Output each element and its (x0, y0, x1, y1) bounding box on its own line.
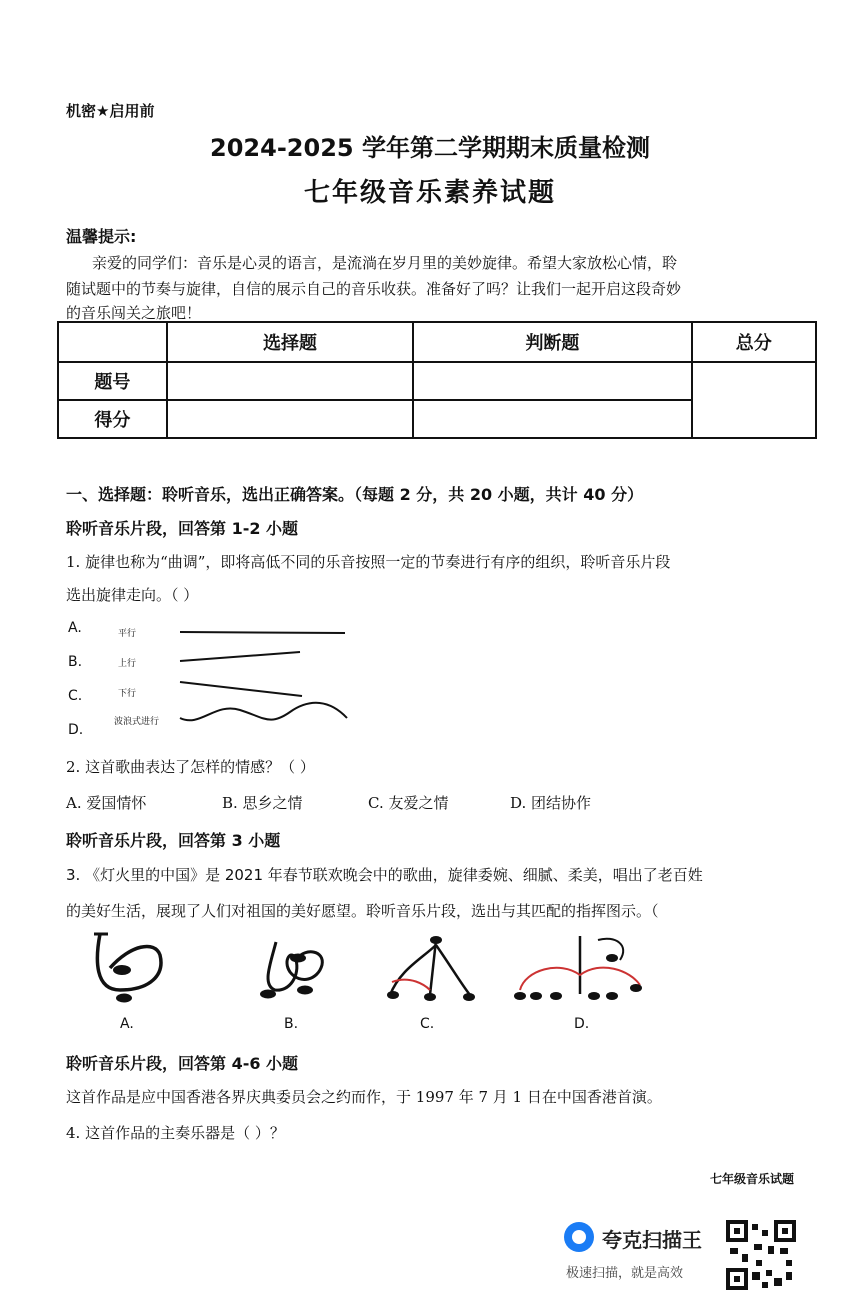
q4-text: 4. 这首作品的主奏乐器是（ ）？ (66, 1124, 285, 1142)
conducting-diagram-b (260, 942, 322, 999)
tips-line-3: 的音乐闯关之旅吧！ (66, 304, 202, 322)
q1-text-line-1: 1. 旋律也称为“曲调”，即将高低不同的乐音按照一定的节奏进行有序的组织，聆听音乐片段 (66, 553, 671, 571)
tips-line-2: 随试题中的节奏与旋律，自信的展示自己的音乐收获。准备好了吗？让我们一起开启这段奇妙 (66, 280, 682, 298)
q3-option-a[interactable]: A. (120, 1016, 134, 1032)
score-header-judge: 判断题 (413, 322, 691, 362)
listen-instruction-3: 聆听音乐片段，回答第 3 小题 (66, 831, 281, 850)
conducting-diagram-d (514, 936, 642, 1000)
q2-option-d[interactable]: D. 团结协作 (510, 794, 592, 812)
conducting-diagram-a (94, 934, 161, 1003)
q1-option-c-letter[interactable]: C. (68, 688, 83, 704)
q2-text: 2. 这首歌曲表达了怎样的情感？（ ） (66, 758, 315, 776)
scanner-brand: 夸克扫描王 (602, 1228, 702, 1252)
conducting-diagram-c (387, 936, 475, 1001)
scanner-logo-icon (564, 1222, 594, 1252)
q1-option-b-label: 上行 (118, 659, 137, 669)
q1-option-d-label: 波浪式进行 (114, 717, 160, 727)
q1-option-a-letter[interactable]: A. (68, 620, 82, 636)
tips-line-1: 亲爱的同学们：音乐是心灵的语言，是流淌在岁月里的美妙旋律。希望大家放松心情，聆 (92, 254, 678, 272)
q4-6-intro: 这首作品是应中国香港各界庆典委员会之约而作，于 1997 年 7 月 1 日在中国香港首演。 (66, 1088, 662, 1106)
q3-option-c[interactable]: C. (420, 1016, 435, 1032)
score-header-total: 总分 (692, 322, 816, 362)
score-row-label-number: 题号 (58, 362, 167, 400)
q1-option-c-label: 下行 (118, 689, 137, 699)
q2-option-c[interactable]: C. 友爱之情 (368, 794, 449, 812)
q1-option-a-label: 平行 (118, 629, 137, 639)
q1-option-b-letter[interactable]: B. (68, 654, 83, 670)
confidential-label: 机密★启用前 (66, 102, 155, 120)
qr-code-icon (726, 1220, 796, 1290)
q3-option-b[interactable]: B. (284, 1016, 299, 1032)
section1-heading: 一、选择题：聆听音乐，选出正确答案。（每题 2 分，共 20 小题，共计 40 分） (66, 485, 644, 504)
q3-option-d[interactable]: D. (574, 1016, 590, 1032)
page-footer-label: 七年级音乐试题 (710, 1172, 795, 1186)
q2-option-a[interactable]: A. 爱国情怀 (66, 794, 147, 812)
q3-text-line-2: 的美好生活，展现了人们对祖国的美好愿望。聆听音乐片段，选出与其匹配的指挥图示。（ (66, 902, 659, 920)
q1-text-line-2: 选出旋律走向。（ ） (66, 586, 199, 604)
score-row-label-score: 得分 (58, 400, 167, 438)
scanner-slogan: 极速扫描，就是高效 (566, 1266, 684, 1281)
listen-instruction-4-6: 聆听音乐片段，回答第 4-6 小题 (66, 1054, 299, 1073)
exam-title: 2024-2025 学年第二学期期末质量检测 (210, 134, 650, 162)
q2-option-b[interactable]: B. 思乡之情 (222, 794, 303, 812)
tips-heading: 温馨提示: (66, 227, 137, 246)
exam-subtitle: 七年级音乐素养试题 (303, 178, 556, 208)
score-header-choice: 选择题 (167, 322, 414, 362)
q3-text-line-1: 3. 《灯火里的中国》是 2021 年春节联欢晚会中的歌曲，旋律委婉、细腻、柔美，唱出了老百姓 (66, 866, 703, 884)
listen-instruction-1-2: 聆听音乐片段，回答第 1-2 小题 (66, 519, 299, 538)
q1-option-d-letter[interactable]: D. (68, 722, 84, 738)
